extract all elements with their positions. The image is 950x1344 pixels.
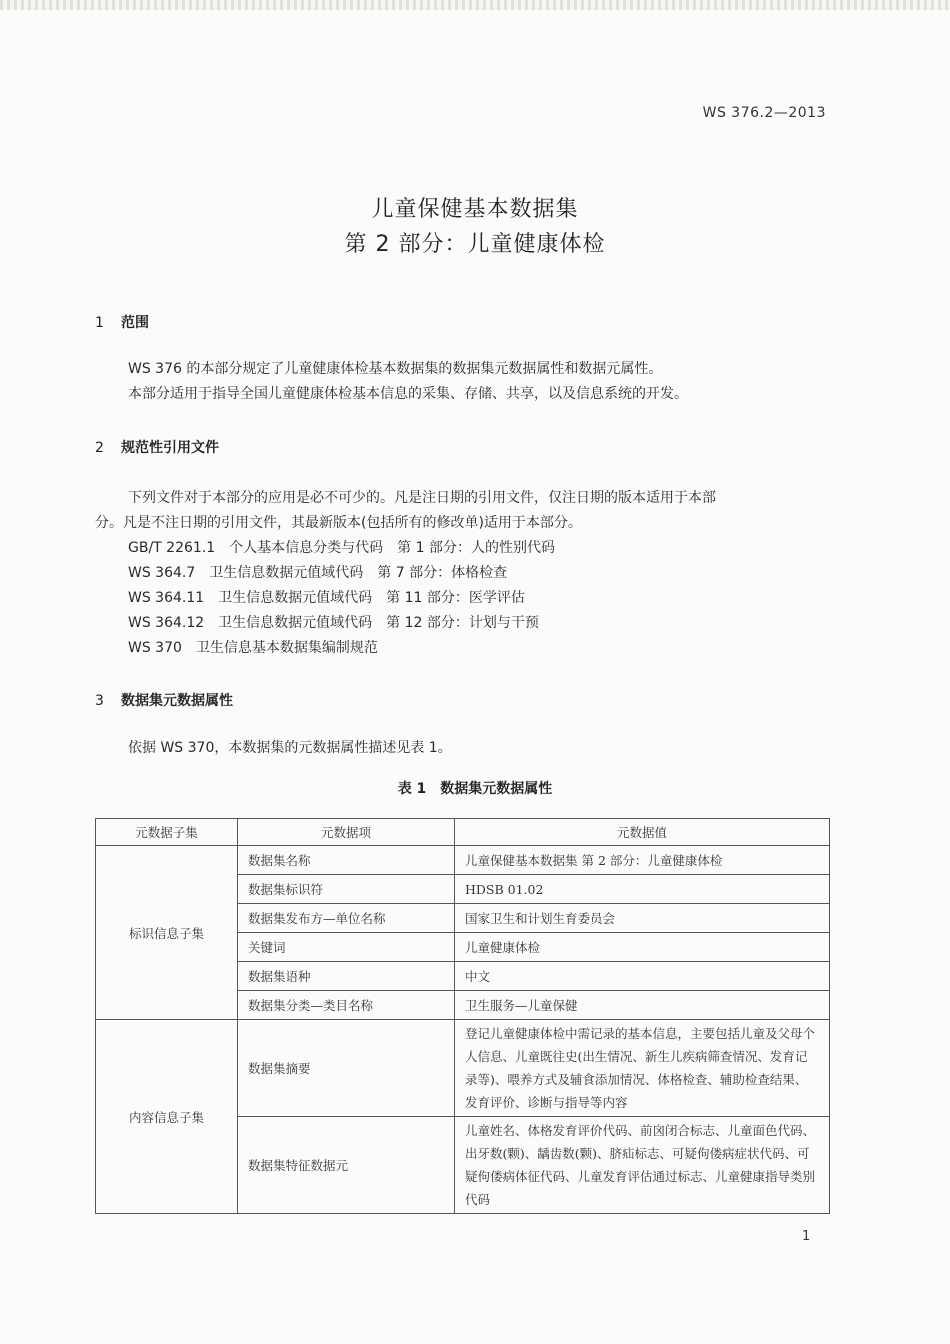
- metadata-table: [95, 818, 830, 1214]
- metadata-intro-paragraph: 依据 WS 370，本数据集的元数据属性描述见表 1。: [128, 740, 452, 756]
- document-title: 儿童保健基本数据集: [371, 197, 579, 222]
- table-header-row: [96, 819, 830, 846]
- reference-code: WS 364.11: [128, 590, 205, 606]
- item-cell: 数据集发布方—单位名称: [238, 904, 455, 933]
- section-1-heading: [95, 312, 149, 332]
- section-number: 2: [95, 440, 104, 456]
- reference-title: 卫生信息数据元值域代码 第 12 部分：计划与干预: [218, 615, 539, 631]
- section-title: 范围: [121, 315, 149, 331]
- page-number: 1: [802, 1229, 811, 1244]
- reference-title: 个人基本信息分类与代码 第 1 部分：人的性别代码: [229, 540, 555, 556]
- item-cell: 数据集摘要: [238, 1020, 455, 1117]
- value-cell: 中文: [455, 962, 830, 991]
- header-subset: 元数据子集: [96, 819, 238, 846]
- value-cell: 国家卫生和计划生育委员会: [455, 904, 830, 933]
- section-title: 数据集元数据属性: [121, 693, 233, 709]
- references-intro-line-1: 下列文件对于本部分的应用是必不可少的。凡是注日期的引用文件，仅注日期的版本适用于本部: [128, 490, 716, 506]
- value-cell: 儿童健康体检: [455, 933, 830, 962]
- reference-code: GB/T 2261.1: [128, 540, 216, 556]
- value-cell: 儿童姓名、体格发育评价代码、前囟闭合标志、儿童面色代码、出牙数(颗)、龋齿数(颗)、脐疝标志、可疑佝偻病症状代码、可疑佝偻病体征代码、儿童发育评估通过标志、儿童健康指导类别代码: [455, 1117, 830, 1214]
- reference-code: WS 370: [128, 640, 182, 656]
- value-cell: 儿童保健基本数据集 第 2 部分：儿童健康体检: [455, 846, 830, 875]
- reference-item: [128, 611, 539, 635]
- scan-top-edge: [0, 0, 950, 10]
- item-cell: 数据集标识符: [238, 875, 455, 904]
- table-row: [96, 1020, 830, 1117]
- subset-cell: 内容信息子集: [96, 1020, 238, 1214]
- table-row: [96, 846, 830, 875]
- header-item: 元数据项: [238, 819, 455, 846]
- section-2-heading: [95, 437, 219, 457]
- value-cell: 卫生服务—儿童保健: [455, 991, 830, 1020]
- subset-cell: 标识信息子集: [96, 846, 238, 1020]
- section-title: 规范性引用文件: [121, 440, 219, 456]
- value-cell: 登记儿童健康体检中需记录的基本信息，主要包括儿童及父母个人信息、儿童既往史(出生情况、新生儿疾病筛查情况、发育记录等)、喂养方式及辅食添加情况、体格检查、辅助检查结果、发育评价、诊断与指导等内容: [455, 1020, 830, 1117]
- scope-paragraph-1: WS 376 的本部分规定了儿童健康体检基本数据集的数据集元数据属性和数据元属性。: [128, 361, 663, 377]
- section-number: 1: [95, 315, 104, 331]
- reference-item: [128, 586, 525, 610]
- item-cell: 数据集分类—类目名称: [238, 991, 455, 1020]
- reference-title: 卫生信息基本数据集编制规范: [195, 640, 378, 656]
- item-cell: 数据集名称: [238, 846, 455, 875]
- item-cell: 数据集语种: [238, 962, 455, 991]
- section-3-heading: [95, 690, 233, 710]
- reference-title: 卫生信息数据元值域代码 第 7 部分：体格检查: [209, 565, 508, 581]
- document-subtitle: 第 2 部分：儿童健康体检: [344, 232, 606, 257]
- reference-item: [128, 536, 555, 560]
- table-caption: 表 1 数据集元数据属性: [397, 781, 553, 797]
- reference-item: [128, 561, 507, 585]
- item-cell: 关键词: [238, 933, 455, 962]
- scope-paragraph-2: 本部分适用于指导全国儿童健康体检基本信息的采集、存储、共享，以及信息系统的开发。: [128, 386, 688, 402]
- value-cell: HDSB 01.02: [455, 875, 830, 904]
- standard-number: WS 376.2—2013: [702, 105, 826, 121]
- reference-item: [128, 636, 378, 660]
- header-value: 元数据值: [455, 819, 830, 846]
- references-intro-line-2: 分。凡是不注日期的引用文件，其最新版本(包括所有的修改单)适用于本部分。: [95, 515, 582, 531]
- section-number: 3: [95, 693, 104, 709]
- reference-code: WS 364.12: [128, 615, 205, 631]
- item-cell: 数据集特征数据元: [238, 1117, 455, 1214]
- reference-code: WS 364.7: [128, 565, 196, 581]
- reference-title: 卫生信息数据元值域代码 第 11 部分：医学评估: [218, 590, 525, 606]
